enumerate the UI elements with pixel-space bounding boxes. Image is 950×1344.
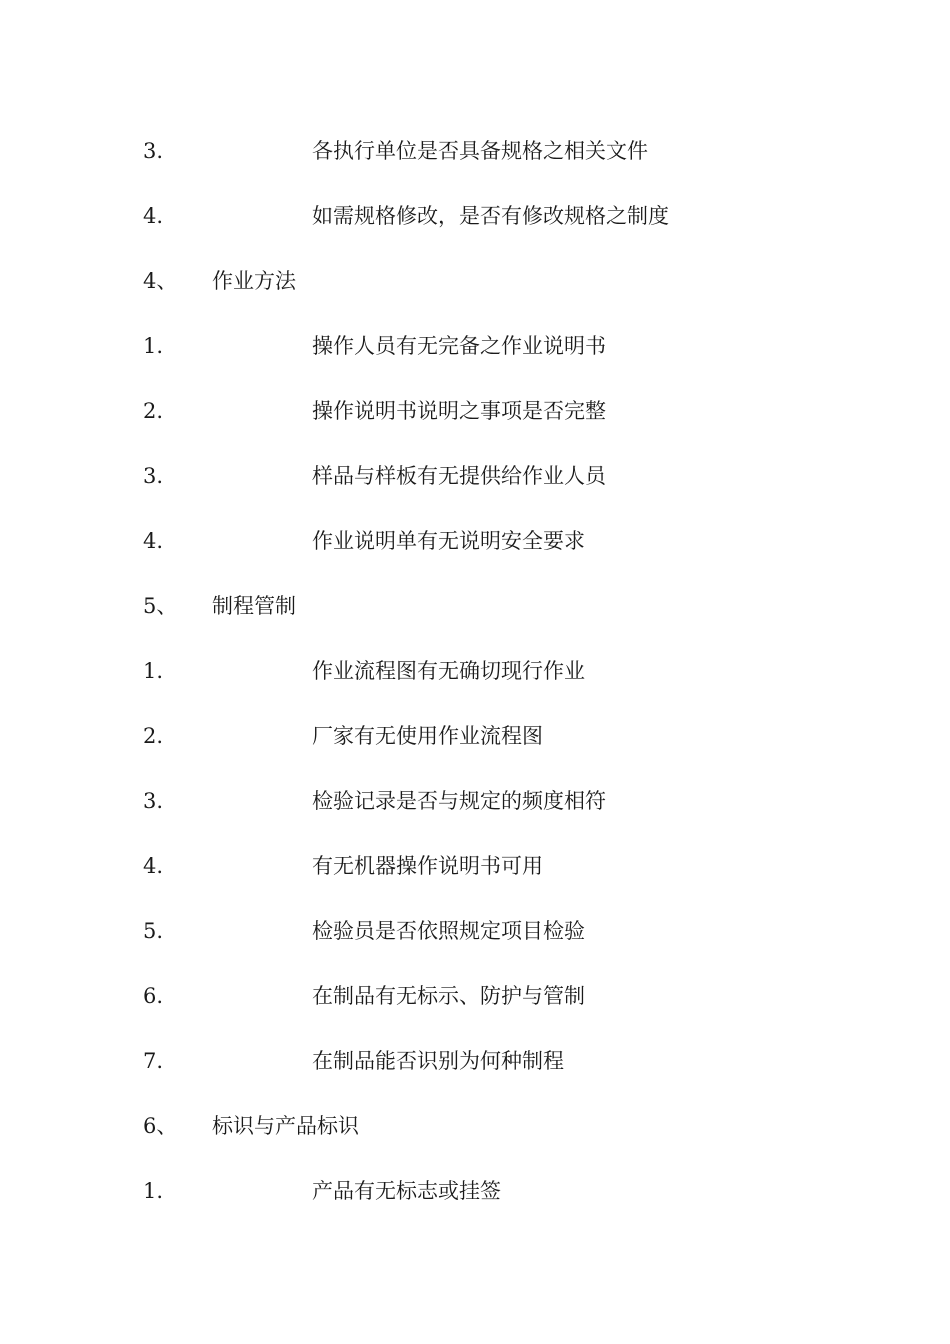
item-text: 样品与样板有无提供给作业人员: [312, 464, 606, 488]
item-text: 检验记录是否与规定的频度相符: [312, 789, 606, 813]
section-number: 5、: [143, 594, 178, 618]
list-item: [0, 976, 950, 1016]
section-heading: [0, 261, 950, 301]
item-number: 2.: [143, 724, 164, 748]
section-heading: [0, 586, 950, 626]
section-heading: [0, 1106, 950, 1146]
list-item: [0, 326, 950, 366]
list-item: [0, 456, 950, 496]
item-text: 检验员是否依照规定项目检验: [312, 919, 585, 943]
list-item: [0, 1171, 950, 1211]
item-number: 3.: [143, 789, 164, 813]
item-number: 6.: [143, 984, 164, 1008]
item-text: 有无机器操作说明书可用: [312, 854, 543, 878]
item-number: 5.: [143, 919, 164, 943]
item-text: 各执行单位是否具备规格之相关文件: [312, 139, 648, 163]
list-item: [0, 196, 950, 236]
item-number: 4.: [143, 854, 164, 878]
list-item: [0, 391, 950, 431]
item-number: 4.: [143, 204, 164, 228]
item-text: 操作说明书说明之事项是否完整: [312, 399, 606, 423]
item-text: 操作人员有无完备之作业说明书: [312, 334, 606, 358]
item-text: 作业流程图有无确切现行作业: [312, 659, 585, 683]
section-title: 作业方法: [212, 269, 296, 293]
item-number: 2.: [143, 399, 164, 423]
item-text: 产品有无标志或挂签: [312, 1179, 501, 1203]
item-number: 3.: [143, 464, 164, 488]
list-item: [0, 716, 950, 756]
list-item: [0, 1041, 950, 1081]
item-number: 4.: [143, 529, 164, 553]
list-item: [0, 846, 950, 886]
item-text: 如需规格修改，是否有修改规格之制度: [312, 204, 669, 228]
list-item: [0, 781, 950, 821]
list-item: [0, 911, 950, 951]
list-item: [0, 131, 950, 171]
item-number: 7.: [143, 1049, 164, 1073]
section-title: 制程管制: [212, 594, 296, 618]
item-number: 1.: [143, 334, 164, 358]
item-text: 在制品有无标示、防护与管制: [312, 984, 585, 1008]
item-text: 厂家有无使用作业流程图: [312, 724, 543, 748]
section-number: 4、: [143, 269, 178, 293]
section-number: 6、: [143, 1114, 178, 1138]
section-title: 标识与产品标识: [212, 1114, 359, 1138]
list-item: [0, 521, 950, 561]
item-number: 3.: [143, 139, 164, 163]
list-item: [0, 651, 950, 691]
item-text: 作业说明单有无说明安全要求: [312, 529, 585, 553]
item-number: 1.: [143, 659, 164, 683]
item-text: 在制品能否识别为何种制程: [312, 1049, 564, 1073]
item-number: 1.: [143, 1179, 164, 1203]
